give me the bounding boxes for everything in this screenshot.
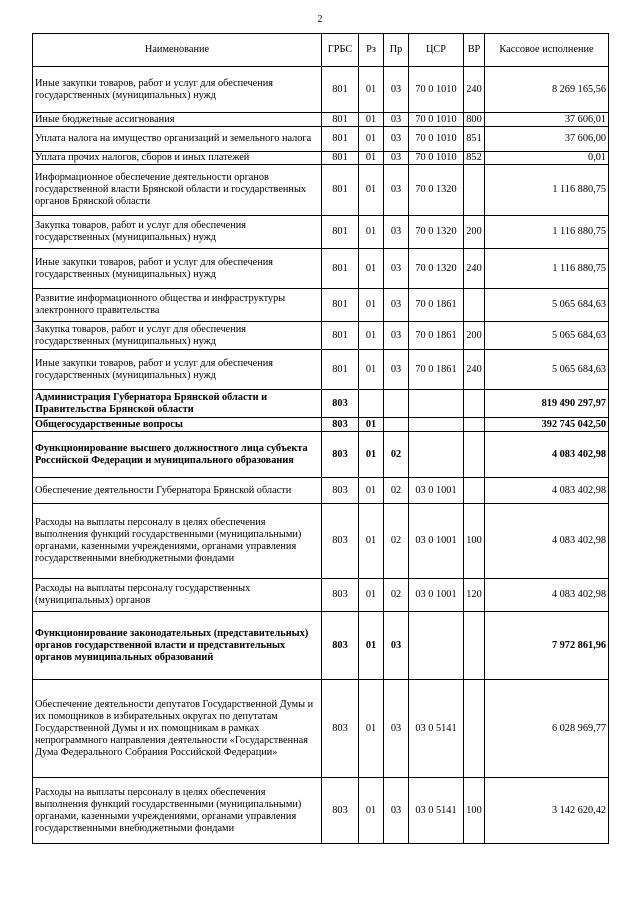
cell-rz: 01 <box>359 152 384 165</box>
cell-pr: 03 <box>384 289 409 322</box>
cell-pr: 03 <box>384 778 409 844</box>
table-row <box>33 418 609 432</box>
cell-grbs: 801 <box>322 113 359 127</box>
cell-csr: 70 0 1010 <box>409 113 464 127</box>
cell-grbs: 801 <box>322 249 359 289</box>
cell-amount: 6 028 969,77 <box>485 680 609 778</box>
cell-grbs: 803 <box>322 418 359 432</box>
cell-grbs: 801 <box>322 165 359 216</box>
cell-amount: 4 083 402,98 <box>485 432 609 478</box>
cell-pr: 02 <box>384 579 409 612</box>
cell-amount: 8 269 165,56 <box>485 67 609 113</box>
cell-vr <box>464 289 485 322</box>
cell-rz <box>359 390 384 418</box>
cell-grbs: 803 <box>322 680 359 778</box>
table-row <box>33 322 609 350</box>
cell-name: Иные закупки товаров, работ и услуг для обеспечения государственных (муниципальных) нужд <box>33 350 322 390</box>
cell-name: Уплата прочих налогов, сборов и иных платежей <box>33 152 322 165</box>
cell-name: Общегосударственные вопросы <box>33 418 322 432</box>
header-rz: Рз <box>359 34 384 67</box>
cell-pr: 03 <box>384 165 409 216</box>
header-pr: Пр <box>384 34 409 67</box>
cell-csr: 03 0 5141 <box>409 778 464 844</box>
cell-pr <box>384 418 409 432</box>
table-row <box>33 579 609 612</box>
cell-csr: 70 0 1320 <box>409 165 464 216</box>
table-row <box>33 113 609 127</box>
cell-name: Функционирование законодательных (представительных) органов государственной власти и представительных органов муниципальных образований <box>33 612 322 680</box>
table-row <box>33 216 609 249</box>
cell-csr: 70 0 1861 <box>409 350 464 390</box>
cell-pr: 03 <box>384 216 409 249</box>
cell-vr: 100 <box>464 504 485 579</box>
cell-grbs: 803 <box>322 778 359 844</box>
cell-vr <box>464 680 485 778</box>
cell-vr <box>464 390 485 418</box>
table-row <box>33 127 609 152</box>
cell-pr: 03 <box>384 67 409 113</box>
cell-amount: 819 490 297,97 <box>485 390 609 418</box>
cell-csr <box>409 390 464 418</box>
cell-rz: 01 <box>359 778 384 844</box>
cell-pr: 03 <box>384 127 409 152</box>
cell-pr: 03 <box>384 350 409 390</box>
cell-vr <box>464 418 485 432</box>
cell-csr: 70 0 1010 <box>409 67 464 113</box>
cell-name: Развитие информационного общества и инфраструктуры электронного правительства <box>33 289 322 322</box>
cell-name: Закупка товаров, работ и услуг для обеспечения государственных (муниципальных) нужд <box>33 322 322 350</box>
cell-pr: 03 <box>384 322 409 350</box>
table-row <box>33 612 609 680</box>
cell-name: Информационное обеспечение деятельности органов государственной власти Брянской области и государственных органов Брянской области <box>33 165 322 216</box>
cell-grbs: 803 <box>322 612 359 680</box>
cell-csr: 03 0 5141 <box>409 680 464 778</box>
cell-grbs: 801 <box>322 67 359 113</box>
cell-pr: 03 <box>384 152 409 165</box>
cell-vr <box>464 432 485 478</box>
cell-vr <box>464 478 485 504</box>
cell-vr: 200 <box>464 216 485 249</box>
cell-rz: 01 <box>359 289 384 322</box>
cell-amount: 1 116 880,75 <box>485 216 609 249</box>
cell-amount: 0,01 <box>485 152 609 165</box>
cell-csr: 03 0 1001 <box>409 504 464 579</box>
cell-vr: 800 <box>464 113 485 127</box>
table-row <box>33 289 609 322</box>
cell-name: Администрация Губернатора Брянской области и Правительства Брянской области <box>33 390 322 418</box>
cell-rz: 01 <box>359 612 384 680</box>
table-row <box>33 249 609 289</box>
header-grbs: ГРБС <box>322 34 359 67</box>
cell-rz: 01 <box>359 165 384 216</box>
cell-csr: 03 0 1001 <box>409 478 464 504</box>
table-row <box>33 432 609 478</box>
header-amount: Кассовое исполнение <box>485 34 609 67</box>
cell-csr: 70 0 1861 <box>409 289 464 322</box>
header-vr: ВР <box>464 34 485 67</box>
cell-vr: 240 <box>464 350 485 390</box>
cell-csr <box>409 432 464 478</box>
cell-name: Закупка товаров, работ и услуг для обеспечения государственных (муниципальных) нужд <box>33 216 322 249</box>
cell-rz: 01 <box>359 579 384 612</box>
cell-pr: 02 <box>384 478 409 504</box>
table-body <box>33 67 609 844</box>
cell-name: Иные закупки товаров, работ и услуг для обеспечения государственных (муниципальных) нужд <box>33 249 322 289</box>
cell-name: Обеспечение деятельности Губернатора Брянской области <box>33 478 322 504</box>
cell-grbs: 801 <box>322 322 359 350</box>
table-row <box>33 478 609 504</box>
cell-csr <box>409 418 464 432</box>
cell-grbs: 803 <box>322 390 359 418</box>
cell-amount: 5 065 684,63 <box>485 350 609 390</box>
cell-csr: 70 0 1320 <box>409 216 464 249</box>
cell-vr: 200 <box>464 322 485 350</box>
table-row <box>33 350 609 390</box>
cell-rz: 01 <box>359 216 384 249</box>
cell-rz: 01 <box>359 680 384 778</box>
cell-name: Расходы на выплаты персоналу государственных (муниципальных) органов <box>33 579 322 612</box>
cell-rz: 01 <box>359 113 384 127</box>
cell-name: Иные закупки товаров, работ и услуг для обеспечения государственных (муниципальных) нужд <box>33 67 322 113</box>
cell-amount: 392 745 042,50 <box>485 418 609 432</box>
cell-name: Функционирование высшего должностного лица субъекта Российской Федерации и муниципального образования <box>33 432 322 478</box>
cell-name: Иные бюджетные ассигнования <box>33 113 322 127</box>
table-row <box>33 165 609 216</box>
cell-csr: 03 0 1001 <box>409 579 464 612</box>
cell-grbs: 801 <box>322 152 359 165</box>
cell-vr <box>464 165 485 216</box>
cell-pr: 03 <box>384 680 409 778</box>
cell-amount: 4 083 402,98 <box>485 504 609 579</box>
page-number: 2 <box>317 14 323 25</box>
cell-vr: 852 <box>464 152 485 165</box>
cell-amount: 7 972 861,96 <box>485 612 609 680</box>
cell-vr: 120 <box>464 579 485 612</box>
cell-amount: 5 065 684,63 <box>485 322 609 350</box>
cell-grbs: 801 <box>322 289 359 322</box>
cell-name: Обеспечение деятельности депутатов Государственной Думы и их помощников в избирательных округах по депутатам Государственной Думы и их помощникам в рамках непрограммного направления деятельности «Государственная Дума Федерального Собрания Российской Федерации» <box>33 680 322 778</box>
cell-rz: 01 <box>359 249 384 289</box>
cell-grbs: 803 <box>322 579 359 612</box>
cell-vr: 100 <box>464 778 485 844</box>
cell-vr <box>464 612 485 680</box>
cell-name: Расходы на выплаты персоналу в целях обеспечения выполнения функций государственными (муниципальными) органами, казенными учреждениями, органами управления государственными внебюджетными фондами <box>33 504 322 579</box>
cell-grbs: 801 <box>322 127 359 152</box>
cell-name: Уплата налога на имущество организаций и земельного налога <box>33 127 322 152</box>
cell-amount: 37 606,00 <box>485 127 609 152</box>
cell-csr: 70 0 1010 <box>409 127 464 152</box>
table-row <box>33 152 609 165</box>
table-row <box>33 778 609 844</box>
header-csr: ЦСР <box>409 34 464 67</box>
cell-amount: 4 083 402,98 <box>485 478 609 504</box>
cell-csr: 70 0 1010 <box>409 152 464 165</box>
cell-grbs: 803 <box>322 504 359 579</box>
cell-amount: 37 606,01 <box>485 113 609 127</box>
cell-grbs: 803 <box>322 478 359 504</box>
cell-amount: 3 142 620,42 <box>485 778 609 844</box>
header-row <box>33 34 609 67</box>
cell-rz: 01 <box>359 504 384 579</box>
table-row <box>33 67 609 113</box>
cell-rz: 01 <box>359 432 384 478</box>
table-row <box>33 680 609 778</box>
cell-grbs: 801 <box>322 350 359 390</box>
cell-grbs: 801 <box>322 216 359 249</box>
budget-table <box>32 33 609 844</box>
cell-amount: 1 116 880,75 <box>485 165 609 216</box>
cell-amount: 4 083 402,98 <box>485 579 609 612</box>
header-name: Наименование <box>33 34 322 67</box>
cell-grbs: 803 <box>322 432 359 478</box>
cell-rz: 01 <box>359 67 384 113</box>
cell-pr: 03 <box>384 113 409 127</box>
cell-rz: 01 <box>359 350 384 390</box>
cell-pr: 02 <box>384 504 409 579</box>
cell-rz: 01 <box>359 322 384 350</box>
cell-vr: 851 <box>464 127 485 152</box>
cell-pr: 02 <box>384 432 409 478</box>
cell-name: Расходы на выплаты персоналу в целях обеспечения выполнения функций государственными (муниципальными) органами, казенными учреждениями, органами управления государственными внебюджетными фондами <box>33 778 322 844</box>
table-row <box>33 390 609 418</box>
cell-amount: 1 116 880,75 <box>485 249 609 289</box>
cell-pr <box>384 390 409 418</box>
cell-rz: 01 <box>359 127 384 152</box>
cell-vr: 240 <box>464 249 485 289</box>
cell-amount: 5 065 684,63 <box>485 289 609 322</box>
cell-rz: 01 <box>359 418 384 432</box>
cell-csr <box>409 612 464 680</box>
cell-pr: 03 <box>384 249 409 289</box>
cell-csr: 70 0 1320 <box>409 249 464 289</box>
cell-vr: 240 <box>464 67 485 113</box>
cell-csr: 70 0 1861 <box>409 322 464 350</box>
table-row <box>33 504 609 579</box>
cell-pr: 03 <box>384 612 409 680</box>
cell-rz: 01 <box>359 478 384 504</box>
